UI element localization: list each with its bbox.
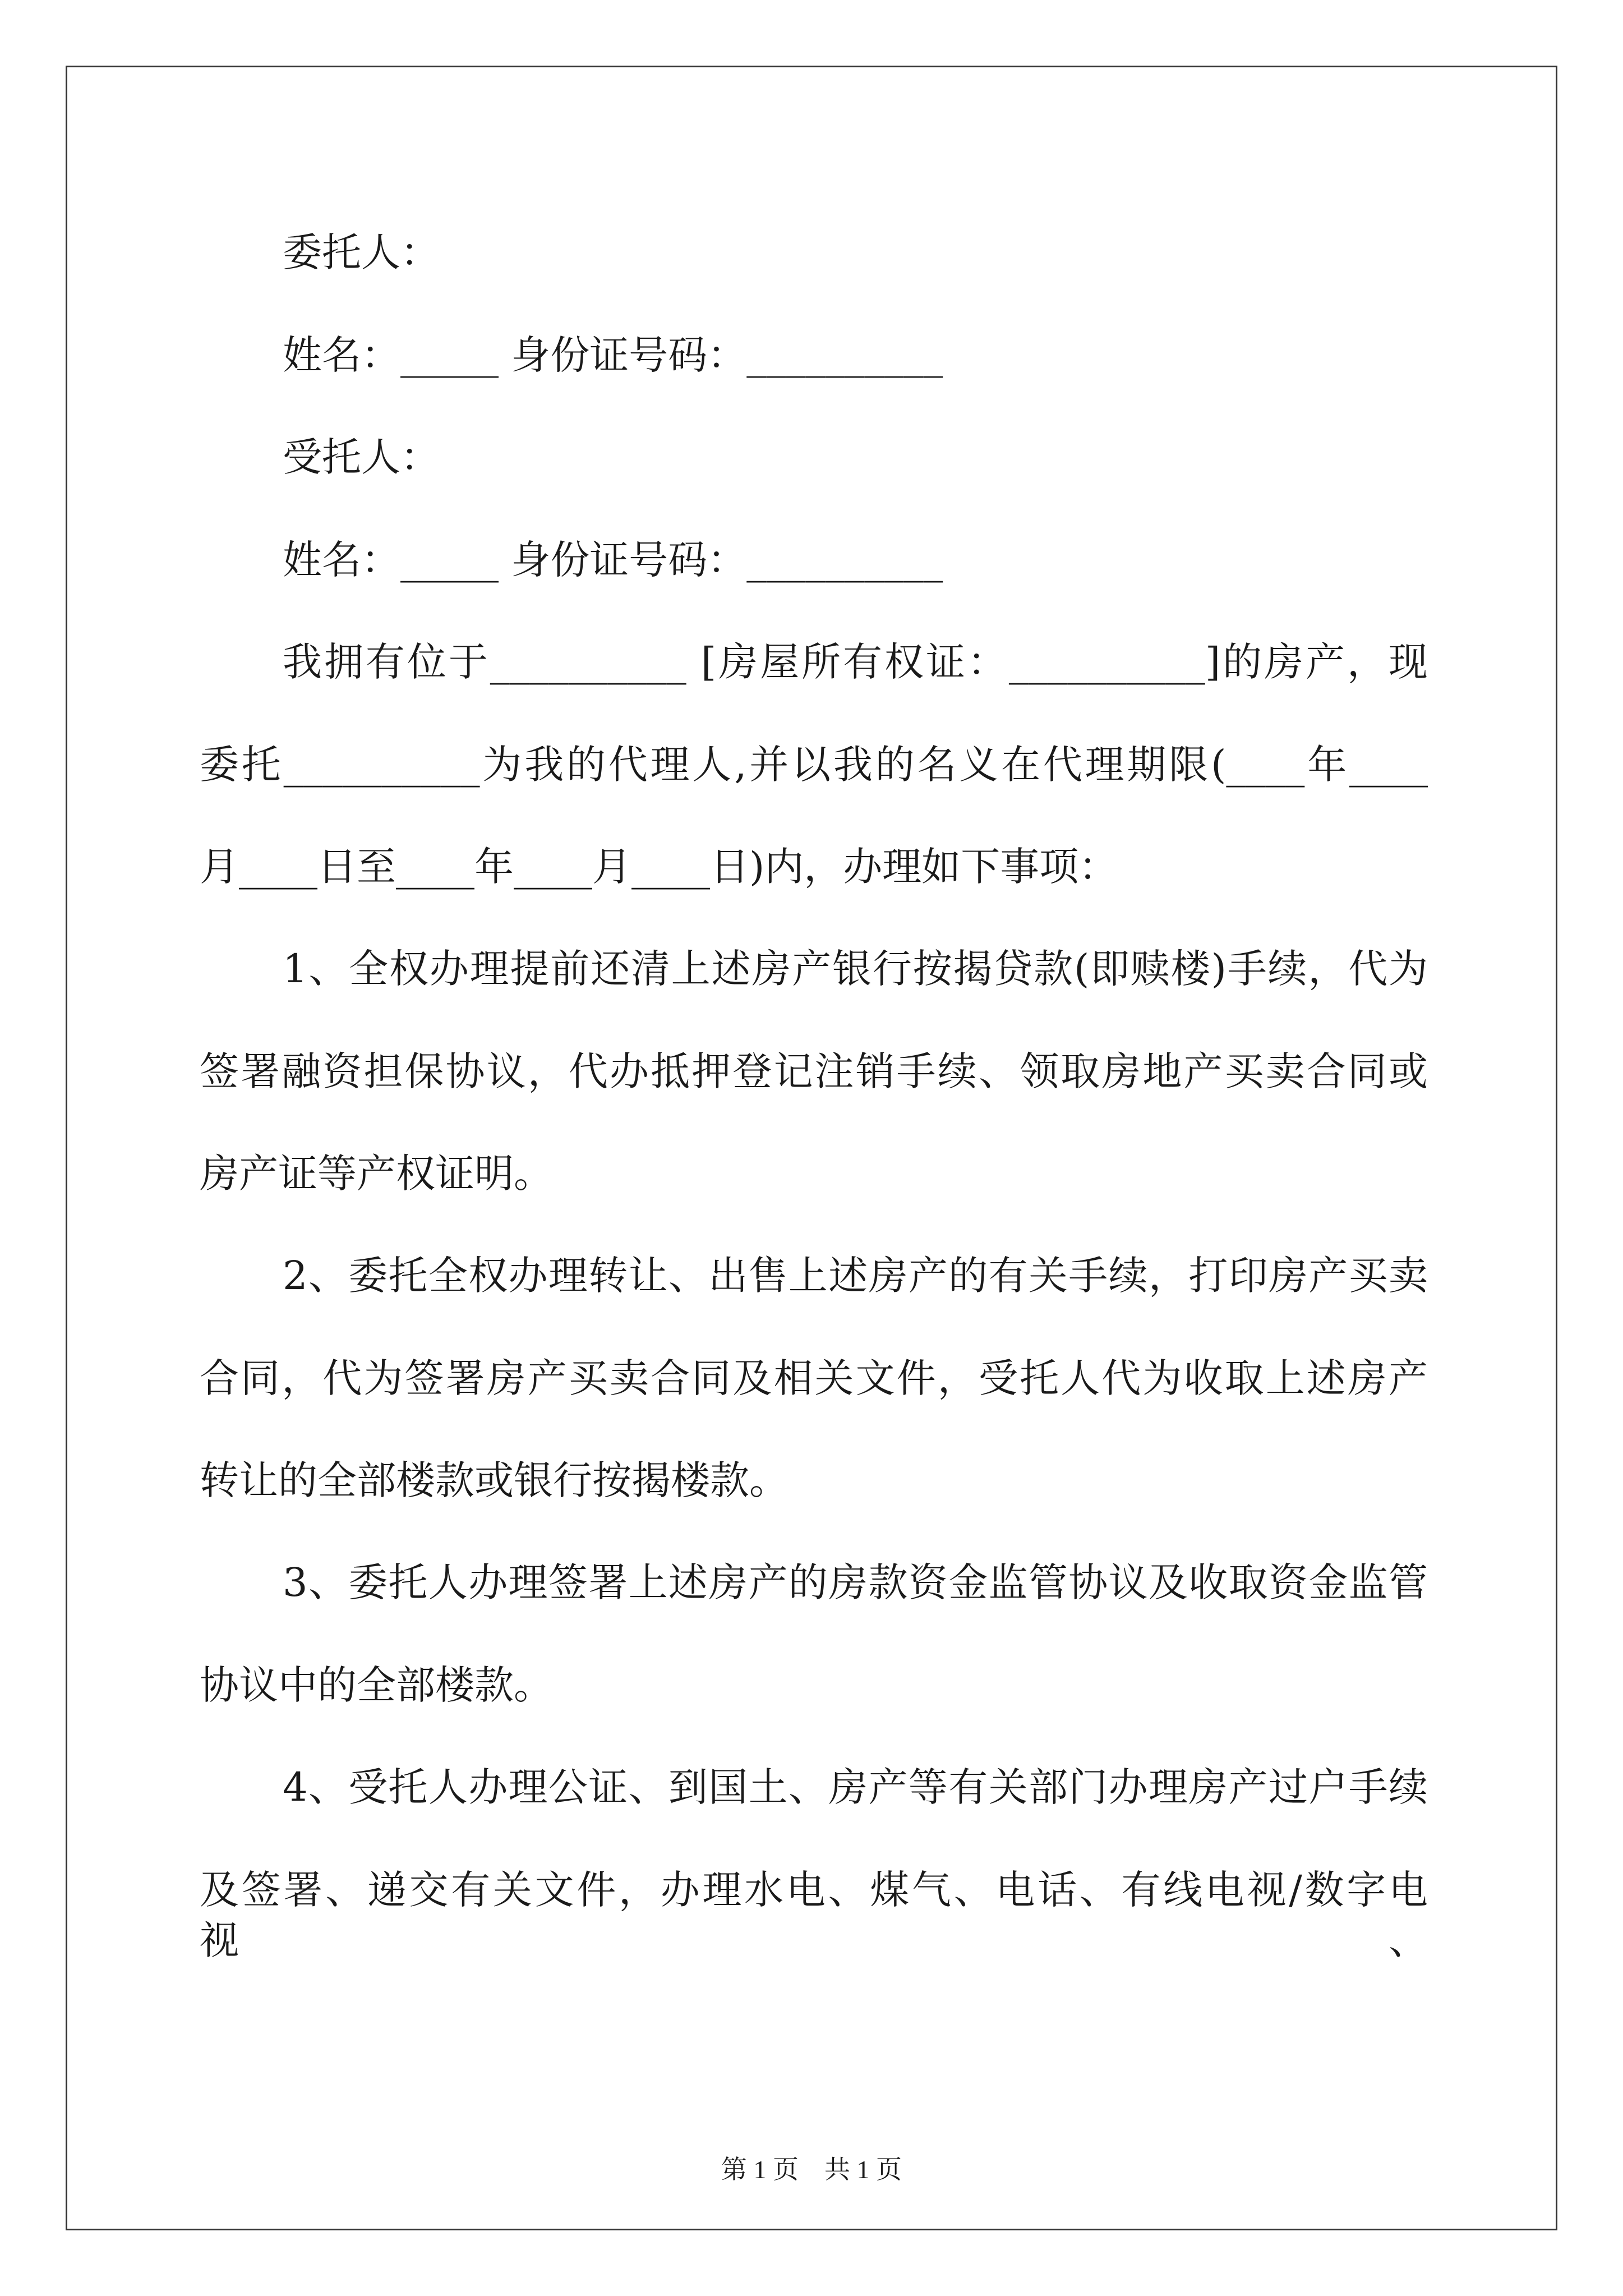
page-number-footer: 第 1 页 共 1 页	[721, 2155, 902, 2184]
item-1-line-1: 1、全权办理提前还清上述房产银行按揭贷款(即赎楼)手续，代为	[283, 946, 1428, 992]
item-2-line-1: 2、委托全权办理转让、出售上述房产的有关手续，打印房产买卖	[283, 1253, 1428, 1299]
principal-heading: 委托人：	[283, 229, 440, 275]
item-2-line-2: 合同，代为签署房产买卖合同及相关文件，受托人代为收取上述房产	[200, 1355, 1428, 1401]
principal-name-id-line: 姓名：_____ 身份证号码：__________	[283, 332, 943, 378]
agent-heading: 受托人：	[283, 434, 440, 480]
item-4-line-1: 4、受托人办理公证、到国土、房产等有关部门办理房产过户手续	[283, 1764, 1428, 1810]
agent-name-id-line: 姓名：_____ 身份证号码：__________	[283, 537, 943, 583]
item-2-line-3: 转让的全部楼款或银行按揭楼款。	[200, 1457, 789, 1503]
item-3-line-2: 协议中的全部楼款。	[200, 1662, 553, 1708]
item-3-line-1: 3、委托人办理签署上述房产的房款资金监管协议及收取资金监管	[283, 1559, 1428, 1605]
paragraph-intro-line-3: 月____日至____年____月____日)内，办理如下事项：	[200, 844, 1118, 890]
paragraph-intro-line-1: 我拥有位于__________ [房屋所有权证：__________]的房产，现	[283, 639, 1428, 685]
item-1-line-3: 房产证等产权证明。	[200, 1151, 553, 1197]
item-1-line-2: 签署融资担保协议，代办抵押登记注销手续、领取房地产买卖合同或	[200, 1048, 1428, 1094]
item-4-line-2: 及签署、递交有关文件，办理水电、煤气、电话、有线电视/数字电视、	[200, 1867, 1428, 1963]
paragraph-intro-line-2: 委托__________为我的代理人,并以我的名义在代理期限(____年____	[200, 742, 1428, 788]
